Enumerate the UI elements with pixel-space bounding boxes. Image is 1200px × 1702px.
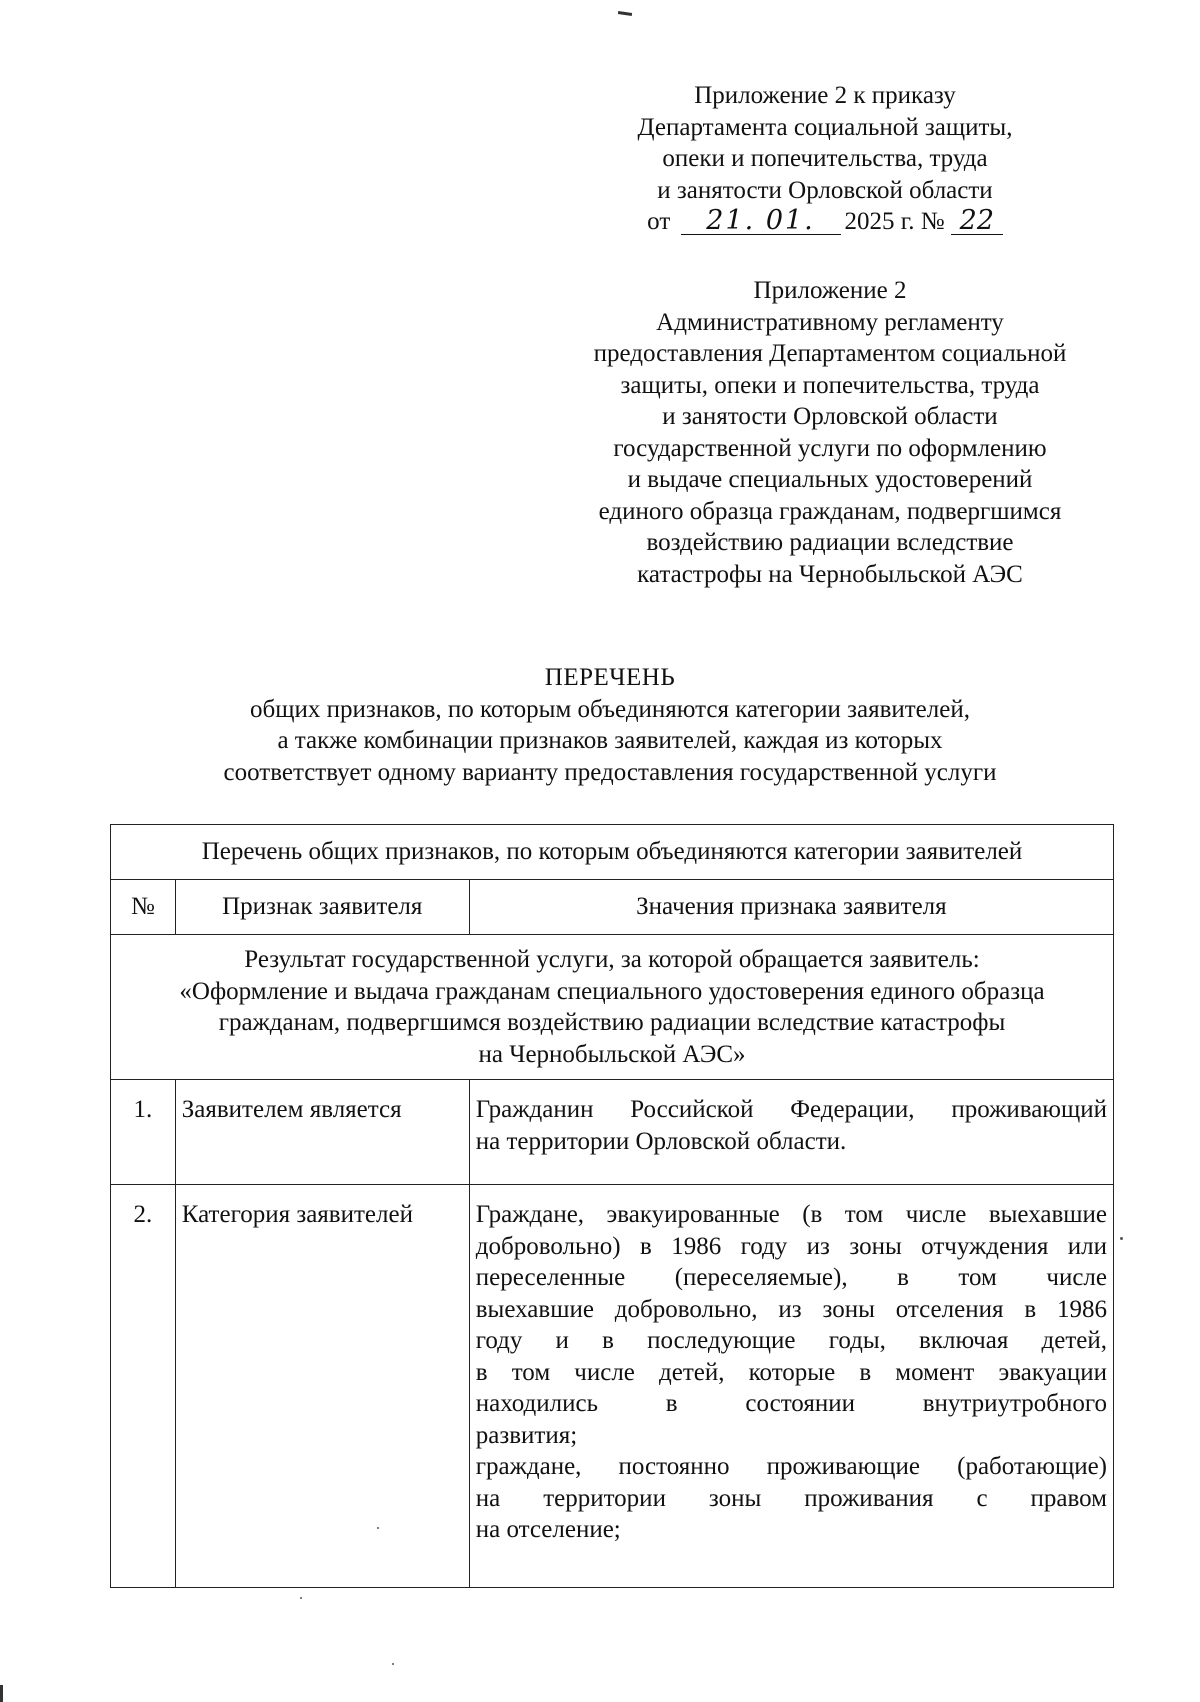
- handwritten-number: 22: [951, 208, 1003, 235]
- scan-speck: [1120, 1237, 1123, 1240]
- document-title: [60, 662, 1160, 788]
- header-sign: Признак заявителя: [175, 880, 469, 935]
- title-line: а также комбинации признаков заявителей, каждая из которых: [277, 727, 943, 754]
- annex-order-line: Приложение 2 к приказу: [694, 82, 956, 109]
- row-value-line: Граждане, эвакуированные (в том числе выехавшие: [475, 1201, 1107, 1228]
- annex-order-block: [560, 80, 1090, 238]
- annex-regulation-line: государственной услуги по оформлению: [613, 434, 1047, 462]
- handwritten-date: 21. 01.: [681, 208, 841, 235]
- annex-regulation-block: [540, 275, 1120, 590]
- table-row: [111, 1185, 1114, 1588]
- annex-order-line: опеки и попечительства, труда: [662, 145, 988, 172]
- annex-regulation-line: катастрофы на Чернобыльской АЭС: [637, 560, 1023, 588]
- row-value-line: на отселение;: [475, 1516, 621, 1543]
- annex-regulation-line: Приложение 2: [753, 277, 907, 304]
- annex-order-line: и занятости Орловской области: [657, 176, 993, 204]
- result-line: на Чернобыльской АЭС»: [478, 1040, 746, 1068]
- table-result-row: [111, 935, 1114, 1080]
- title-line: соответствует одному варианту предоставления государственной услуги: [223, 758, 997, 786]
- row-sign: Заявителем является: [175, 1080, 469, 1185]
- row-value-line: выехавшие добровольно, из зоны отселения в 1986: [475, 1295, 1107, 1323]
- table-caption-row: [111, 825, 1114, 880]
- header-value: Значения признака заявителя: [469, 880, 1113, 935]
- result-line: гражданам, подвергшимся воздействию радиации вследствие катастрофы: [218, 1009, 1006, 1036]
- row-value-line: добровольно) в 1986 году из зоны отчуждения или: [475, 1232, 1107, 1260]
- scan-speck: [392, 1663, 394, 1665]
- table-row: [111, 1080, 1114, 1185]
- annex-regulation-line: защиты, опеки и попечительства, труда: [620, 371, 1040, 399]
- annex-regulation-line: предоставления Департаментом социальной: [593, 340, 1067, 367]
- date-year: 2025 г. №: [844, 208, 945, 235]
- annex-regulation-line: воздействию радиации вследствие: [646, 529, 1014, 556]
- row-value: [469, 1080, 1113, 1185]
- row-value-line: в том числе детей, которые в момент эвакуации: [475, 1358, 1107, 1386]
- annex-regulation-line: и выдаче специальных удостоверений: [627, 466, 1033, 493]
- annex-regulation-line: Административному регламенту: [656, 308, 1004, 336]
- row-sign: Категория заявителей: [175, 1185, 469, 1588]
- table-caption: Перечень общих признаков, по которым объединяются категории заявителей: [111, 825, 1114, 880]
- annex-order-date-line: [560, 206, 1090, 238]
- table-header-row: [111, 880, 1114, 935]
- title-line: общих признаков, по которым объединяются категории заявителей,: [250, 695, 970, 723]
- row-num: 1.: [111, 1080, 176, 1185]
- title-heading: ПЕРЕЧЕНЬ: [544, 664, 676, 691]
- row-value-line: находились в состоянии внутриутробного: [475, 1390, 1107, 1417]
- row-num: 2.: [111, 1185, 176, 1588]
- scan-speck: [377, 1527, 379, 1529]
- scan-speck: [300, 1597, 302, 1599]
- annex-regulation-line: и занятости Орловской области: [662, 403, 998, 430]
- scan-mark: [618, 11, 632, 16]
- date-prefix: от: [647, 208, 671, 235]
- row-value-line: на территории Орловской области.: [475, 1127, 847, 1155]
- row-value-line: на территории зоны проживания с правом: [475, 1484, 1107, 1512]
- annex-regulation-line: единого образца гражданам, подвергшимся: [598, 497, 1062, 525]
- result-line: Результат государственной услуги, за которой обращается заявитель:: [244, 946, 980, 973]
- row-value-line: граждане, постоянно проживающие (работающие): [475, 1453, 1107, 1480]
- signs-table: [110, 824, 1114, 1588]
- row-value-line: году и в последующие годы, включая детей,: [475, 1327, 1107, 1354]
- result-line: «Оформление и выдача гражданам специального удостоверения единого образца: [179, 977, 1045, 1005]
- row-value-line: Гражданин Российской Федерации, проживающий: [475, 1096, 1107, 1123]
- scan-edge-mark: [0, 1685, 3, 1702]
- header-num: №: [111, 880, 176, 935]
- row-value-line: переселенные (переселяемые), в том числе: [475, 1264, 1107, 1291]
- row-value: [469, 1185, 1113, 1588]
- annex-order-line: Департамента социальной защиты,: [637, 113, 1013, 141]
- row-value-line: развития;: [475, 1421, 578, 1449]
- result-cell: [111, 935, 1114, 1080]
